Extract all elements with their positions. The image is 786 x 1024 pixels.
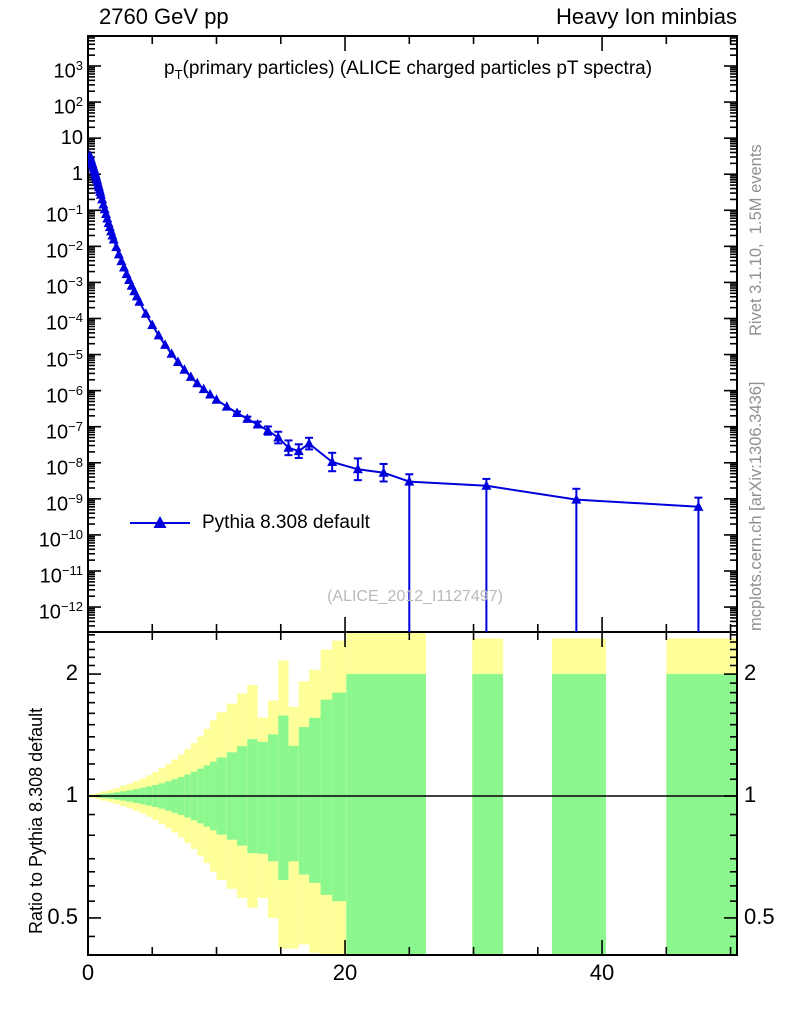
main-y-tick-label: 1: [71, 163, 83, 186]
data-series: [85, 150, 704, 632]
main-y-tick-label: $10^{-4}$: [45, 310, 83, 336]
data-marker-triangle: [253, 419, 263, 429]
data-marker-triangle: [222, 401, 232, 411]
data-marker-triangle: [147, 319, 157, 329]
x-tick-label: 0: [81, 960, 95, 985]
ratio-green-band: [472, 674, 503, 955]
main-panel-border: [88, 36, 737, 632]
main-y-tick-label: $10^{-6}$: [45, 382, 83, 408]
legend-marker-icon: [128, 514, 192, 532]
ratio-green-band: [309, 718, 321, 883]
spectrum-line: [90, 156, 699, 507]
main-y-tick-label: $10^{-10}$: [38, 526, 83, 552]
main-y-tick-label: $10^2$: [53, 94, 83, 119]
ratio-tick-label-right: 2: [744, 660, 757, 686]
ratio-tick-label-right: 0.5: [744, 903, 775, 929]
ratio-tick-label-right: 1: [744, 782, 757, 807]
main-y-tick-label: $10^{-12}$: [38, 599, 83, 624]
main-y-tick-label: 10: [60, 127, 83, 150]
plot-title-rest: (primary particles) (ALICE charged particles pT spectra): [182, 58, 653, 79]
main-y-tick-label: $10^3$: [53, 58, 83, 83]
ratio-green-band: [666, 674, 737, 955]
ratio-green-band: [346, 674, 426, 955]
plot-title: [164, 58, 652, 82]
ratio-bands: [90, 632, 737, 955]
ratio-tick-label-left: 2: [65, 660, 78, 686]
analysis-watermark: (ALICE_2012_I1127497): [327, 588, 503, 605]
ratio-green-band: [258, 742, 268, 854]
ratio-green-band: [552, 674, 606, 955]
main-y-tick-label: $10^{-11}$: [39, 562, 83, 588]
plot-title-subscript: T: [174, 66, 183, 82]
data-marker-triangle: [242, 413, 252, 423]
ratio-y-axis-title: Ratio to Pythia 8.308 default: [26, 707, 46, 934]
main-y-tick-label: $10^{-3}$: [45, 274, 83, 300]
beam-energy-label: 2760 GeV pp: [99, 4, 229, 29]
mcplots-arxiv-note: mcplots.cern.ch [arXiv:1306.3436]: [747, 381, 765, 631]
process-label: Heavy Ion minbias: [556, 4, 737, 29]
main-y-tick-label: $10^{-8}$: [45, 454, 83, 480]
legend: [128, 512, 370, 534]
data-marker-triangle: [273, 432, 283, 442]
x-tick-label: 20: [332, 960, 358, 985]
ratio-green-band: [299, 727, 309, 874]
ratio-green-band: [288, 746, 298, 861]
plot-title-prefix: p: [164, 58, 175, 79]
main-y-tick-label: $10^{-7}$: [45, 418, 83, 444]
main-y-tick-label: $10^{-1}$: [45, 202, 83, 227]
data-marker-triangle: [304, 438, 314, 448]
legend-label: Pythia 8.308 default: [202, 512, 370, 533]
main-y-tick-label: $10^{-2}$: [45, 238, 83, 263]
rivet-version-note: Rivet 3.1.10, 1.5M events: [747, 144, 765, 336]
ratio-green-band: [278, 716, 288, 881]
ratio-tick-label-left: 1: [65, 782, 78, 807]
ratio-green-band: [332, 693, 346, 902]
x-tick-label: 40: [589, 960, 615, 985]
ratio-green-band: [268, 734, 278, 861]
ratio-tick-label-left: 0.5: [47, 903, 78, 929]
main-y-tick-label: $10^{-5}$: [45, 346, 83, 372]
main-y-tick-label: $10^{-9}$: [45, 490, 83, 516]
ratio-green-band: [321, 700, 333, 895]
data-marker-triangle: [141, 308, 151, 318]
